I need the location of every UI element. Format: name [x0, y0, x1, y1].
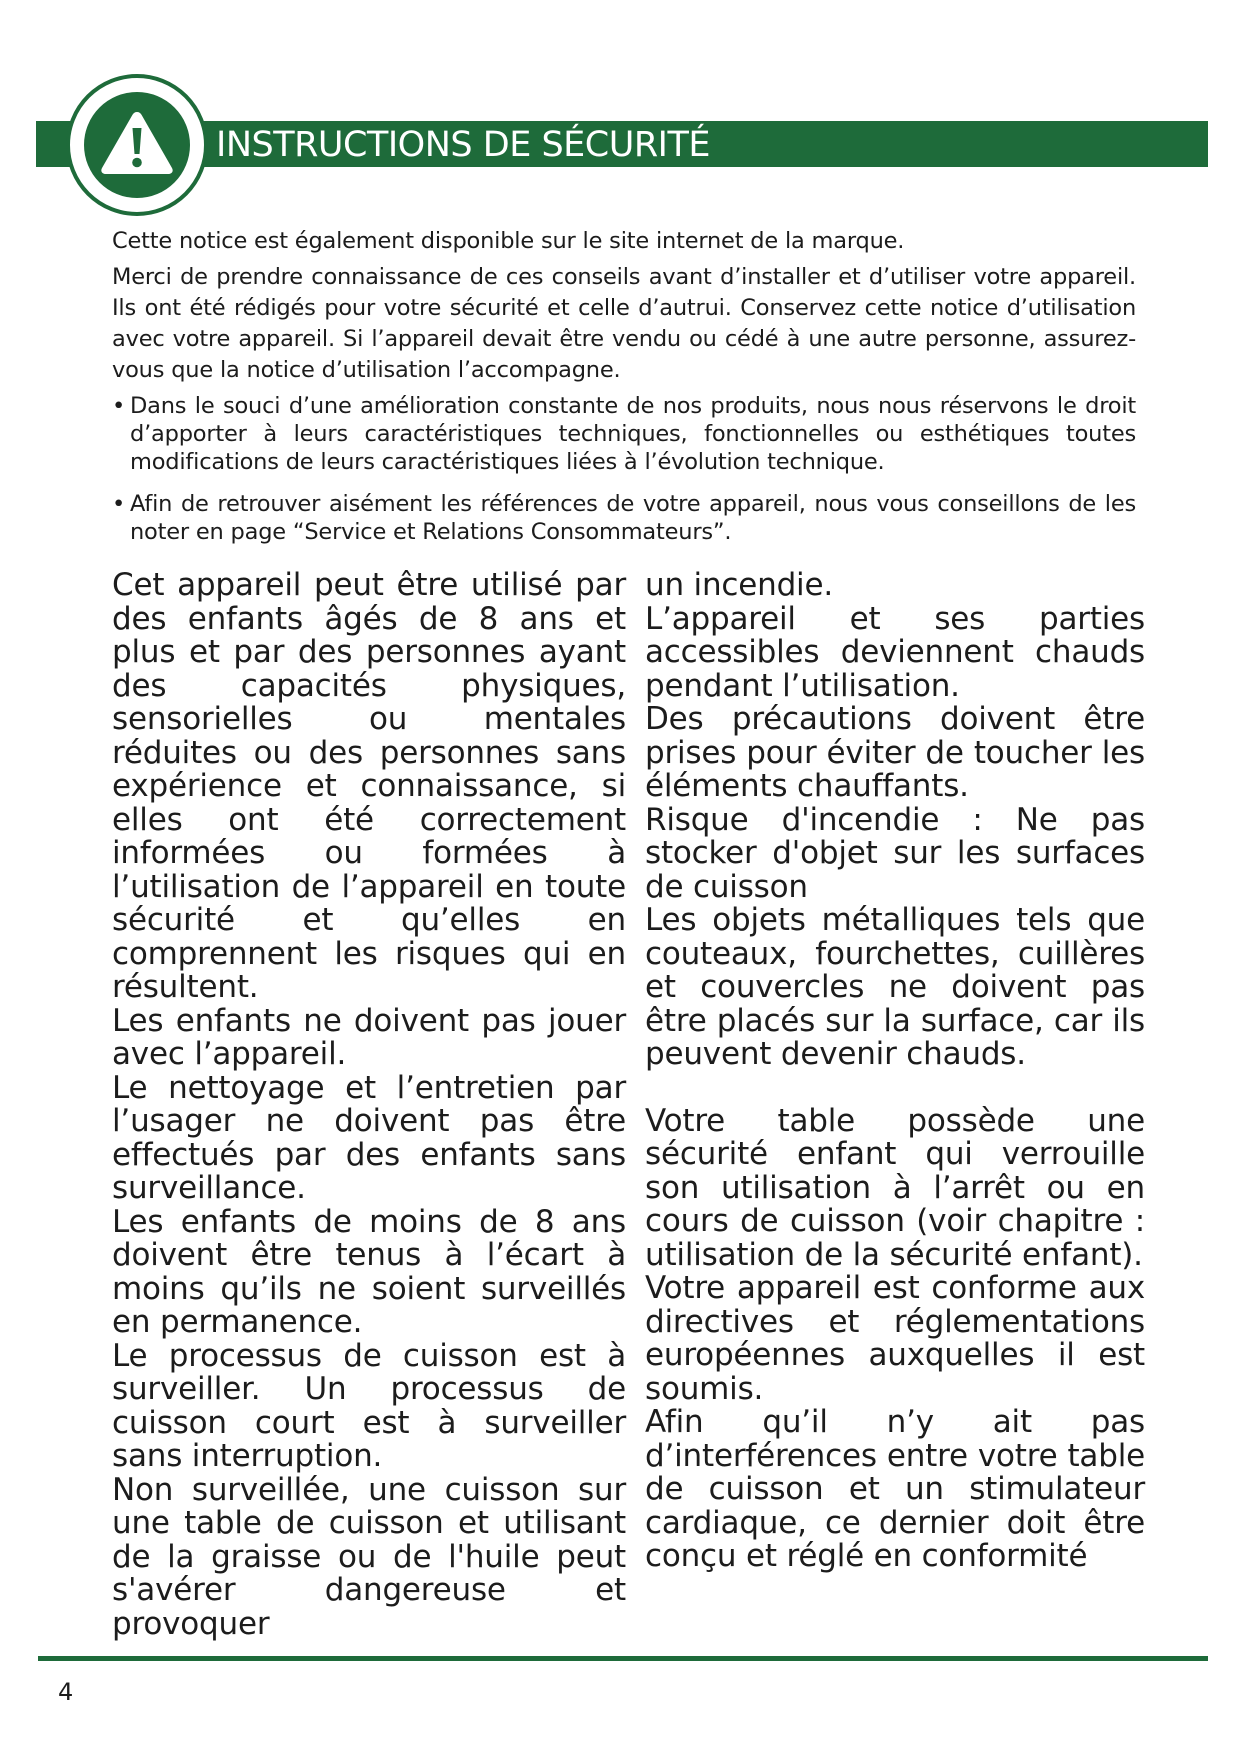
left-paragraph: Cet appareil peut être utilisé par des enfants âgés de 8 ans et plus et par des personnes ayant des capacités physiques, sensorielles ou mentales réduites ou des personnes sans expérience et connaissance, si elles ont été correctement informées ou formées à l’utilisation de l’appareil en toute sécurité et qu’elles en comprennent les risques qui en résultent.	[112, 567, 626, 1005]
right-paragraph: Les objets métalliques tels que couteaux, fourchettes, cuillères et couvercles ne doivent pas être placés sur la surface, car ils peuvent devenir chauds.	[645, 902, 1145, 1072]
bullet-text: Dans le souci d’une amélioration constante de nos produits, nous nous réservons le droit d’apporter à leurs caractéristiques techniques, fonctionnelles ou esthétiques toutes modifications de leurs caractéristiques liées à l’évolution technique.	[130, 393, 1136, 475]
right-paragraph: Des précautions doivent être prises pour éviter de toucher les éléments chauffants.	[645, 701, 1145, 804]
page-title: INSTRUCTIONS DE SÉCURITÉ	[216, 125, 710, 165]
right-paragraph: L’appareil et ses parties accessibles deviennent chauds pendant l’utilisation.	[645, 600, 1145, 704]
bullet-dot: •	[112, 393, 126, 419]
right-paragraph: un incendie.	[645, 567, 833, 603]
intro-paragraph: Merci de prendre connaissance de ces conseils avant d’installer et d’utiliser votre appareil. Ils ont été rédigés pour votre sécurité et celle d’autrui. Conservez cette notice d’utilisation avec votre appareil. Si l’appareil devait être vendu ou cédé à une autre personne, assurez-vous que la notice d’utilisation l’accompagne.	[112, 264, 1136, 383]
right-paragraph: Risque d'incendie : Ne pas stocker d'objet sur les surfaces de cuisson	[645, 801, 1145, 905]
right-column	[645, 569, 1145, 1574]
left-paragraph: Le nettoyage et l’entretien par l’usager ne doivent pas être effectués par des enfants sans surveillance.	[112, 1069, 626, 1206]
left-paragraph: Les enfants de moins de 8 ans doivent être tenus à l’écart à moins qu’ils ne soient surveillés en permanence.	[112, 1203, 626, 1340]
paragraph-spacer	[645, 1072, 1145, 1105]
page-number: 4	[58, 1678, 74, 1706]
footer-rule	[38, 1656, 1208, 1661]
bullet-item-references	[112, 490, 1136, 546]
left-paragraph: Le processus de cuisson est à surveiller. Un processus de cuisson court est à surveiller sans interruption.	[112, 1337, 626, 1474]
left-column	[112, 569, 626, 1641]
right-paragraph: Afin qu’il n’y ait pas d’interférences entre votre table de cuisson et un stimulateur cardiaque, ce dernier doit être conçu et réglé en conformité	[645, 1404, 1145, 1574]
warning-badge-inner	[84, 92, 190, 198]
bullet-text: Afin de retrouver aisément les références de votre appareil, nous vous conseillons de les noter en page “Service et Relations Consommateurs”.	[130, 491, 1136, 545]
intro-availability-note: Cette notice est également disponible sur le site internet de la marque.	[112, 228, 905, 254]
left-paragraph: Les enfants ne doivent pas jouer avec l’appareil.	[112, 1002, 626, 1072]
bullet-item-improvement	[112, 392, 1136, 476]
left-paragraph: Non surveillée, une cuisson sur une table de cuisson et utilisant de la graisse ou de l'huile peut s'avérer dangereuse et provoquer	[112, 1471, 626, 1642]
right-paragraph: Votre table possède une sécurité enfant qui verrouille son utilisation à l’arrêt ou en cours de cuisson (voir chapitre : utilisation de la sécurité enfant).	[645, 1102, 1145, 1273]
bullet-dot: •	[112, 491, 126, 517]
right-paragraph: Votre appareil est conforme aux directives et réglementations européennes auxquelles il est soumis.	[645, 1270, 1145, 1407]
warning-triangle-icon	[99, 108, 175, 176]
